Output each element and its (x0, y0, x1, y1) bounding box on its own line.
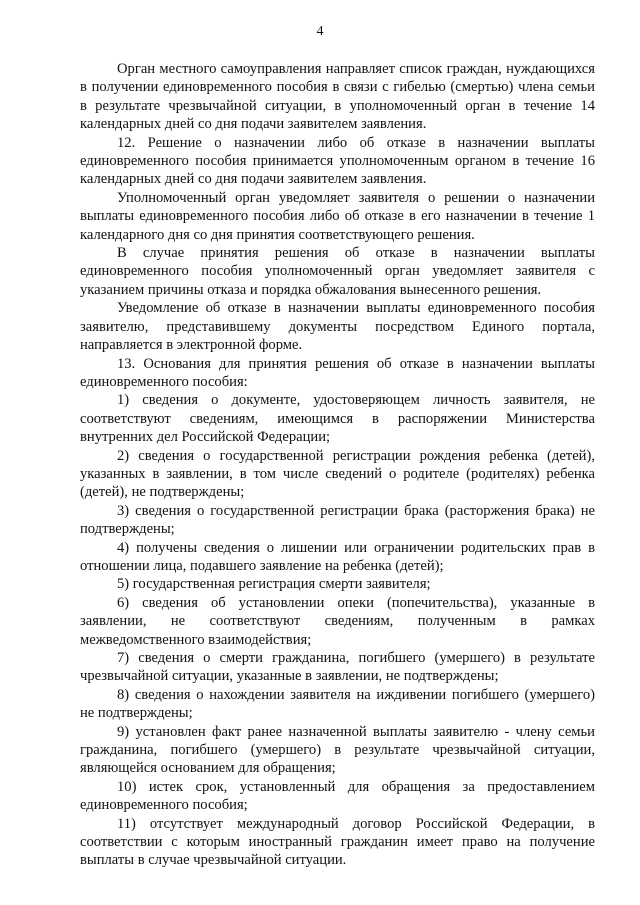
document-body (80, 60, 595, 870)
paragraph: 12. Решение о назначении либо об отказе в назначении выплаты единовременного пособия принимается уполномоченным органом в течение 16 календарных дней со дня подачи заявителем заявления. (80, 134, 595, 188)
list-item: 7) сведения о смерти гражданина, погибшего (умершего) в результате чрезвычайной ситуации, указанные в заявлении, не подтверждены; (80, 650, 595, 685)
list-item: 9) установлен факт ранее назначенной выплаты заявителю - члену семьи гражданина, погибшего (умершего) в результате чрезвычайной ситуации, являющейся основанием для обращения; (80, 723, 595, 777)
list-item: 5) государственная регистрация смерти заявителя; (117, 576, 431, 593)
list-item: 3) сведения о государственной регистрации брака (расторжения брака) не подтверждены; (80, 502, 595, 538)
paragraph: Орган местного самоуправления направляет список граждан, нуждающихся в получении единовременного пособия в связи с гибелью (смертью) члена семьи в результате чрезвычайной ситуации, в уполномоченный орган в течение 14 календарных дней со дня подачи заявителем заявления. (80, 61, 595, 133)
paragraph: В случае принятия решения об отказе в назначении выплаты единовременного пособия уполномоченный орган уведомляет заявителя с указанием причины отказа и порядка обжалования вынесенного решения. (80, 245, 595, 298)
paragraph: 13. Основания для принятия решения об отказе в назначении выплаты единовременного пособия: (80, 355, 595, 390)
list-item: 1) сведения о документе, удостоверяющем личность заявителя, не соответствуют сведениям, имеющимся в распоряжении Министерства внутренних дел Российской Федерации; (80, 392, 595, 446)
list-item: 2) сведения о государственной регистрации рождения ребенка (детей), указанных в заявлении, в том числе сведений о родителе (родителях) ребенка (детей), не подтверждены; (80, 447, 595, 501)
list-item: 8) сведения о нахождении заявителя на иждивении погибшего (умершего) не подтверждены; (80, 686, 595, 722)
page-number: 4 (316, 24, 324, 39)
list-item: 10) истек срок, установленный для обращения за предоставлением единовременного пособия; (80, 778, 595, 814)
list-item: 11) отсутствует международный договор Российской Федерации, в соответствии с которым иностранный гражданин имеет право на получение выплаты в случае чрезвычайной ситуации. (80, 815, 595, 869)
paragraph: Уведомление об отказе в назначении выплаты единовременного пособия заявителю, представившему документы посредством Единого портала, направляется в электронной форме. (80, 300, 595, 354)
paragraph: Уполномоченный орган уведомляет заявителя о решении о назначении выплаты единовременного пособия либо об отказе в его назначении в течение 1 календарного дня со дня принятия соответствующего решения. (80, 189, 595, 243)
list-item: 6) сведения об установлении опеки (попечительства), указанные в заявлении, не соответствуют сведениям, полученным в рамках межведомственного взаимодействия; (80, 594, 595, 648)
list-item: 4) получены сведения о лишении или ограничении родительских прав в отношении лица, подавшего заявление на ребенка (детей); (80, 539, 595, 574)
